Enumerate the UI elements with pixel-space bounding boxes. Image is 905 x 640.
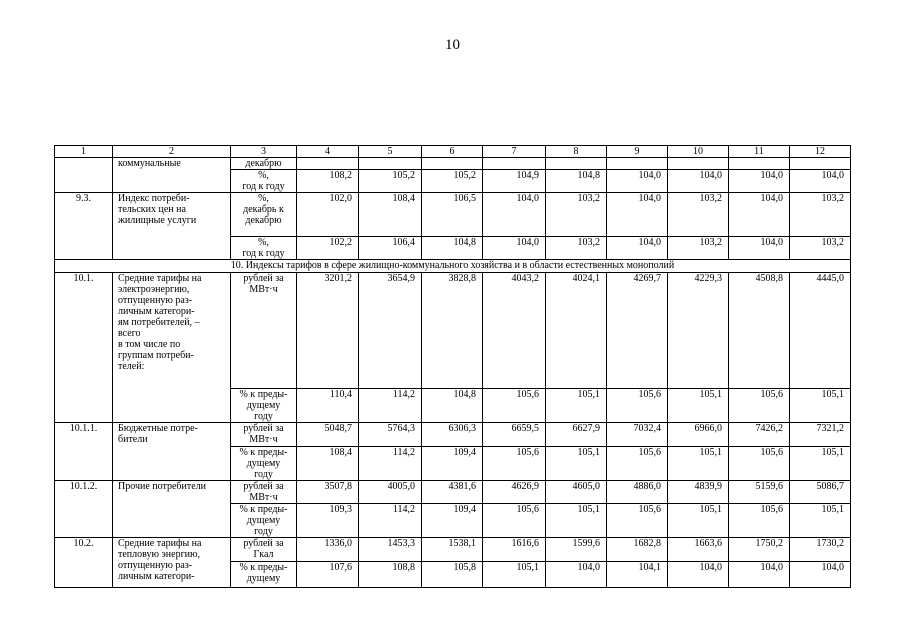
value-cell: 103,2 bbox=[546, 237, 607, 260]
section-header-row bbox=[55, 260, 851, 273]
value-cell: 103,2 bbox=[546, 193, 607, 237]
value-cell: 108,8 bbox=[359, 562, 422, 588]
column-number: 5 bbox=[359, 146, 422, 158]
column-number: 11 bbox=[729, 146, 790, 158]
column-number: 3 bbox=[231, 146, 297, 158]
value-cell: 105,2 bbox=[422, 170, 483, 193]
value-cell: 106,4 bbox=[359, 237, 422, 260]
unit-cell: рублей за МВт·ч bbox=[231, 481, 297, 504]
column-number: 12 bbox=[790, 146, 851, 158]
tariff-index-table bbox=[54, 145, 851, 588]
value-cell: 4886,0 bbox=[607, 481, 668, 504]
value-cell: 105,1 bbox=[668, 389, 729, 423]
value-cell: 105,1 bbox=[790, 389, 851, 423]
value-cell: 4508,8 bbox=[729, 273, 790, 389]
value-cell: 5048,7 bbox=[297, 423, 359, 447]
value-cell: 109,4 bbox=[422, 447, 483, 481]
page-number: 10 bbox=[445, 37, 460, 53]
value-cell: 1616,6 bbox=[483, 538, 546, 562]
value-cell: 105,1 bbox=[483, 562, 546, 588]
unit-cell: % к преды- дущему bbox=[231, 562, 297, 588]
table-row bbox=[55, 273, 851, 389]
value-cell bbox=[607, 158, 668, 170]
unit-cell: рублей за МВт·ч bbox=[231, 423, 297, 447]
unit-cell: декабрю bbox=[231, 158, 297, 170]
value-cell: 102,2 bbox=[297, 237, 359, 260]
unit-cell: % к преды- дущему году bbox=[231, 447, 297, 481]
indicator-name-cell: коммунальные bbox=[113, 158, 231, 193]
value-cell: 104,0 bbox=[729, 193, 790, 237]
value-cell: 3828,8 bbox=[422, 273, 483, 389]
value-cell: 4269,7 bbox=[607, 273, 668, 389]
table-row bbox=[55, 423, 851, 447]
value-cell: 104,0 bbox=[546, 562, 607, 588]
value-cell: 108,2 bbox=[297, 170, 359, 193]
value-cell: 3654,9 bbox=[359, 273, 422, 389]
table-row bbox=[55, 538, 851, 562]
row-number-cell bbox=[55, 158, 113, 193]
table-row bbox=[55, 158, 851, 170]
unit-cell: %, год к году bbox=[231, 237, 297, 260]
column-number-header-row bbox=[55, 146, 851, 158]
value-cell: 105,1 bbox=[546, 389, 607, 423]
value-cell: 105,6 bbox=[483, 447, 546, 481]
value-cell: 105,1 bbox=[546, 504, 607, 538]
unit-cell: рублей за МВт·ч bbox=[231, 273, 297, 389]
row-number-cell: 10.2. bbox=[55, 538, 113, 588]
value-cell: 104,0 bbox=[607, 170, 668, 193]
value-cell: 104,1 bbox=[607, 562, 668, 588]
value-cell: 105,6 bbox=[607, 447, 668, 481]
value-cell: 6966,0 bbox=[668, 423, 729, 447]
value-cell bbox=[668, 158, 729, 170]
value-cell: 103,2 bbox=[668, 193, 729, 237]
value-cell bbox=[297, 158, 359, 170]
value-cell: 105,6 bbox=[729, 504, 790, 538]
value-cell: 5764,3 bbox=[359, 423, 422, 447]
column-number: 8 bbox=[546, 146, 607, 158]
indicator-name-cell: Бюджетные потре- бители bbox=[113, 423, 231, 481]
value-cell: 4445,0 bbox=[790, 273, 851, 389]
unit-cell: %, декабрь к декабрю bbox=[231, 193, 297, 237]
row-number-cell: 10.1.1. bbox=[55, 423, 113, 481]
value-cell: 104,0 bbox=[729, 170, 790, 193]
value-cell: 105,1 bbox=[790, 504, 851, 538]
indicator-name-cell: Прочие потребители bbox=[113, 481, 231, 538]
value-cell: 105,6 bbox=[607, 504, 668, 538]
column-number: 9 bbox=[607, 146, 668, 158]
value-cell: 4605,0 bbox=[546, 481, 607, 504]
value-cell: 1336,0 bbox=[297, 538, 359, 562]
value-cell bbox=[729, 158, 790, 170]
column-number: 1 bbox=[55, 146, 113, 158]
value-cell: 114,2 bbox=[359, 504, 422, 538]
value-cell: 105,6 bbox=[483, 389, 546, 423]
value-cell: 7032,4 bbox=[607, 423, 668, 447]
value-cell: 105,1 bbox=[546, 447, 607, 481]
value-cell: 1750,2 bbox=[729, 538, 790, 562]
value-cell: 4043,2 bbox=[483, 273, 546, 389]
value-cell: 104,0 bbox=[790, 170, 851, 193]
value-cell: 114,2 bbox=[359, 447, 422, 481]
value-cell: 102,0 bbox=[297, 193, 359, 237]
value-cell: 108,4 bbox=[297, 447, 359, 481]
value-cell: 105,1 bbox=[668, 447, 729, 481]
value-cell: 4005,0 bbox=[359, 481, 422, 504]
value-cell: 104,0 bbox=[668, 170, 729, 193]
table-row bbox=[55, 193, 851, 237]
value-cell: 104,0 bbox=[483, 193, 546, 237]
unit-cell: рублей за Гкал bbox=[231, 538, 297, 562]
row-number-cell: 9.3. bbox=[55, 193, 113, 260]
table-row bbox=[55, 481, 851, 504]
row-number-cell: 10.1.2. bbox=[55, 481, 113, 538]
column-number: 7 bbox=[483, 146, 546, 158]
column-number: 6 bbox=[422, 146, 483, 158]
indicator-name-cell: Средние тарифы на тепловую энергию, отпущенную раз- личным категори- bbox=[113, 538, 231, 588]
value-cell bbox=[422, 158, 483, 170]
value-cell: 4024,1 bbox=[546, 273, 607, 389]
value-cell: 104,0 bbox=[729, 237, 790, 260]
value-cell: 103,2 bbox=[790, 193, 851, 237]
value-cell bbox=[790, 158, 851, 170]
value-cell: 103,2 bbox=[790, 237, 851, 260]
value-cell: 3201,2 bbox=[297, 273, 359, 389]
value-cell: 104,0 bbox=[668, 562, 729, 588]
page-bottom-margin bbox=[0, 597, 905, 640]
value-cell: 4839,9 bbox=[668, 481, 729, 504]
value-cell: 4381,6 bbox=[422, 481, 483, 504]
value-cell: 7321,2 bbox=[790, 423, 851, 447]
value-cell: 6627,9 bbox=[546, 423, 607, 447]
value-cell: 109,4 bbox=[422, 504, 483, 538]
value-cell: 106,5 bbox=[422, 193, 483, 237]
unit-cell: %, год к году bbox=[231, 170, 297, 193]
value-cell: 105,6 bbox=[729, 389, 790, 423]
value-cell: 4626,9 bbox=[483, 481, 546, 504]
value-cell: 1599,6 bbox=[546, 538, 607, 562]
column-number: 4 bbox=[297, 146, 359, 158]
value-cell: 1453,3 bbox=[359, 538, 422, 562]
value-cell: 104,0 bbox=[790, 562, 851, 588]
indicator-name-cell: Средние тарифы на электроэнергию, отпущенную раз- личным категори- ям потребителей, – всего в том числе по группам потреби- телей: bbox=[113, 273, 231, 423]
value-cell bbox=[546, 158, 607, 170]
value-cell: 5086,7 bbox=[790, 481, 851, 504]
value-cell: 5159,6 bbox=[729, 481, 790, 504]
value-cell: 105,6 bbox=[729, 447, 790, 481]
value-cell: 108,4 bbox=[359, 193, 422, 237]
value-cell: 1682,8 bbox=[607, 538, 668, 562]
value-cell: 105,6 bbox=[483, 504, 546, 538]
value-cell: 7426,2 bbox=[729, 423, 790, 447]
value-cell: 104,8 bbox=[546, 170, 607, 193]
value-cell: 6306,3 bbox=[422, 423, 483, 447]
value-cell: 4229,3 bbox=[668, 273, 729, 389]
row-number-cell: 10.1. bbox=[55, 273, 113, 423]
value-cell: 1730,2 bbox=[790, 538, 851, 562]
value-cell: 107,6 bbox=[297, 562, 359, 588]
value-cell: 1663,6 bbox=[668, 538, 729, 562]
value-cell: 104,8 bbox=[422, 389, 483, 423]
value-cell: 110,4 bbox=[297, 389, 359, 423]
unit-cell: % к преды- дущему году bbox=[231, 389, 297, 423]
column-number: 2 bbox=[113, 146, 231, 158]
value-cell: 3507,8 bbox=[297, 481, 359, 504]
value-cell: 105,8 bbox=[422, 562, 483, 588]
value-cell: 104,0 bbox=[607, 237, 668, 260]
value-cell: 105,1 bbox=[790, 447, 851, 481]
section-title: 10. Индексы тарифов в сфере жилищно-коммунального хозяйства и в области естественных монополий bbox=[55, 260, 851, 273]
value-cell: 103,2 bbox=[668, 237, 729, 260]
value-cell: 104,9 bbox=[483, 170, 546, 193]
value-cell: 105,6 bbox=[607, 389, 668, 423]
value-cell: 104,0 bbox=[729, 562, 790, 588]
value-cell: 105,2 bbox=[359, 170, 422, 193]
value-cell: 104,8 bbox=[422, 237, 483, 260]
unit-cell: % к преды- дущему году bbox=[231, 504, 297, 538]
value-cell: 114,2 bbox=[359, 389, 422, 423]
value-cell: 104,0 bbox=[607, 193, 668, 237]
value-cell: 1538,1 bbox=[422, 538, 483, 562]
column-number: 10 bbox=[668, 146, 729, 158]
value-cell bbox=[483, 158, 546, 170]
value-cell bbox=[359, 158, 422, 170]
value-cell: 109,3 bbox=[297, 504, 359, 538]
indicator-name-cell: Индекс потреби- тельских цен на жилищные услуги bbox=[113, 193, 231, 260]
value-cell: 104,0 bbox=[483, 237, 546, 260]
value-cell: 6659,5 bbox=[483, 423, 546, 447]
value-cell: 105,1 bbox=[668, 504, 729, 538]
